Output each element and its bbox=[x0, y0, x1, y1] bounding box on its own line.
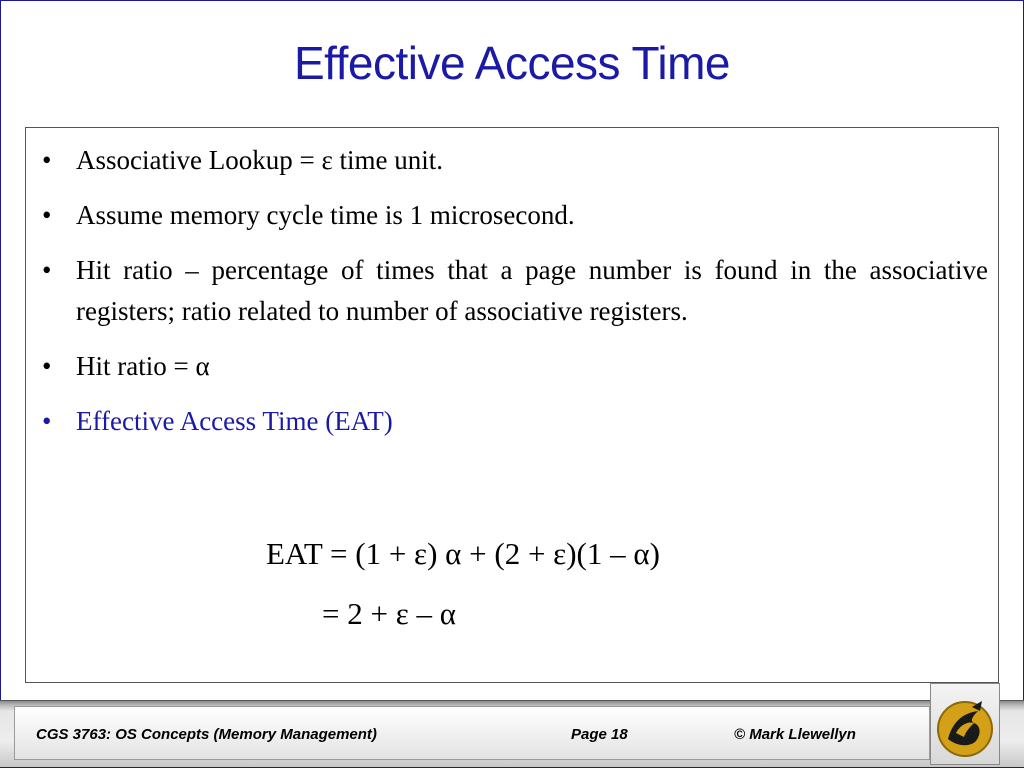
bullet-text: Hit ratio – percentage of times that a page number is found in the associative registers; ratio related to number of associative registers. bbox=[76, 255, 988, 326]
bullet-item bbox=[26, 195, 988, 236]
bullet-item bbox=[26, 140, 988, 181]
footer-course: CGS 3763: OS Concepts (Memory Management) bbox=[36, 726, 377, 743]
bullet-text: Assume memory cycle time is 1 microsecond. bbox=[76, 200, 575, 230]
footer-page-number: Page 18 bbox=[571, 726, 628, 743]
bullet-marker: • bbox=[42, 200, 52, 230]
bullet-item bbox=[26, 250, 988, 332]
bullet-item bbox=[26, 346, 988, 387]
bullet-marker: • bbox=[42, 145, 52, 175]
bullet-text: Effective Access Time (EAT) bbox=[76, 406, 393, 436]
footer-author: © Mark Llewellyn bbox=[734, 726, 856, 743]
content-box bbox=[25, 127, 999, 683]
bullet-text: Associative Lookup = ε time unit. bbox=[76, 145, 444, 175]
eat-equation: EAT = (1 + ε) α + (2 + ε)(1 – α) bbox=[266, 536, 660, 571]
bullet-list bbox=[26, 140, 988, 456]
ucf-pegasus-logo-icon bbox=[934, 693, 996, 761]
bullet-marker: • bbox=[42, 351, 52, 381]
slide-title: Effective Access Time bbox=[293, 37, 731, 89]
bullet-text: Hit ratio = α bbox=[76, 351, 210, 381]
eat-simplified: = 2 + ε – α bbox=[322, 596, 456, 631]
bullet-marker: • bbox=[42, 255, 52, 285]
bullet-item-eat bbox=[26, 401, 988, 442]
bullet-marker: • bbox=[42, 406, 52, 436]
